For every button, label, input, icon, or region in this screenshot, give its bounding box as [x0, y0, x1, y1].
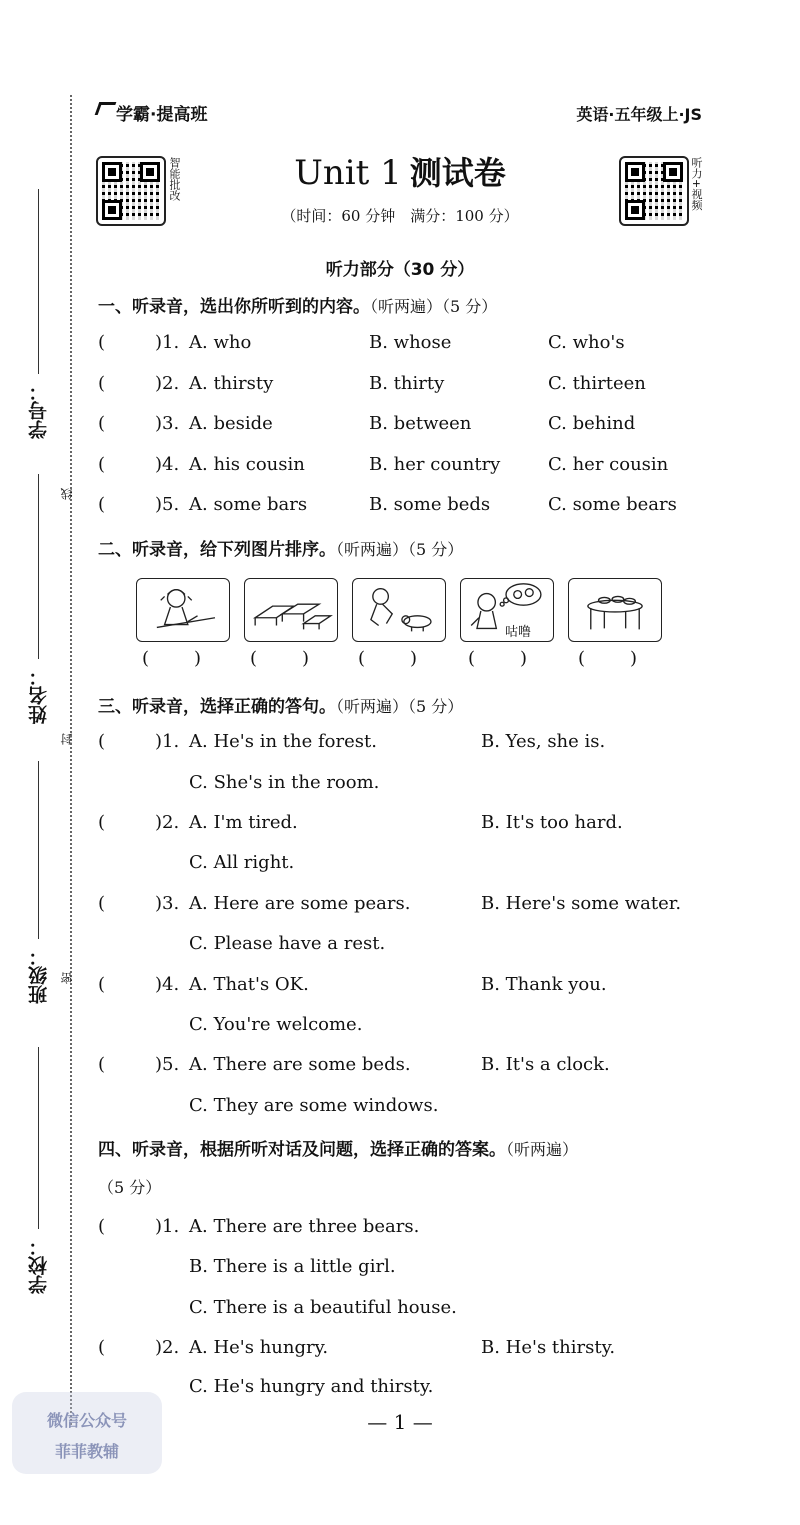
- brand-text: 学霸·提高班: [116, 105, 208, 125]
- hungry-boy-icon: [460, 578, 554, 642]
- watermark: [12, 1392, 162, 1474]
- seal-mark-secret: 密: [60, 972, 74, 984]
- answer-blank[interactable]: (: [98, 1337, 106, 1358]
- student-id-label: 学号：: [27, 382, 50, 439]
- page-number: — 1 —: [367, 1410, 433, 1434]
- picture-order-blank[interactable]: ( ): [468, 648, 528, 669]
- binding-dotted-line: [70, 95, 72, 1425]
- title-english: Unit 1: [294, 153, 402, 193]
- school-line: [38, 1047, 39, 1229]
- answer-blank[interactable]: (: [98, 1054, 106, 1075]
- picture-order-blank[interactable]: ( ): [250, 648, 310, 669]
- answer-blank[interactable]: (: [98, 731, 106, 752]
- section-3-heading: 三、听录音，选择正确的答句。（听两遍）（5 分）: [98, 697, 464, 717]
- class-field[interactable]: [18, 757, 58, 1004]
- school-label: 学校：: [27, 1237, 50, 1294]
- name-line: [38, 474, 39, 659]
- girl-writing-icon: [136, 578, 230, 642]
- answer-blank[interactable]: (: [98, 454, 106, 475]
- exam-time-score: （时间：60 分钟 满分：100 分）: [281, 207, 519, 225]
- picture-order-blank[interactable]: ( ): [142, 648, 202, 669]
- section-1-heading: 一、听录音，选出你所听到的内容。（听两遍）（5 分）: [98, 297, 498, 317]
- seal-mark-seal: 封: [60, 733, 74, 745]
- section-4-heading: 四、听录音，根据所听对话及问题，选择正确的答案。（听两遍）: [98, 1140, 579, 1160]
- section-2-heading: 二、听录音，给下列图片排序。（听两遍）（5 分）: [98, 540, 464, 560]
- seal-mark-line: 线: [60, 488, 74, 500]
- graduation-cap-icon: [95, 102, 117, 115]
- name-label: 姓名：: [27, 667, 50, 724]
- qr-right-label: 听力+视频: [690, 157, 703, 211]
- subject-grade: 英语·五年级上·JS: [576, 105, 702, 124]
- answer-blank[interactable]: (: [98, 373, 106, 394]
- answer-blank[interactable]: (: [98, 413, 106, 434]
- listening-part-title: 听力部分（30 分）: [325, 260, 475, 280]
- school-field[interactable]: [18, 1043, 58, 1294]
- answer-blank[interactable]: (: [98, 974, 106, 995]
- name-field[interactable]: [18, 470, 58, 724]
- answer-blank[interactable]: (: [98, 893, 106, 914]
- class-label: 班级：: [27, 947, 50, 1004]
- table-with-bowls-icon: [568, 578, 662, 642]
- three-beds-icon: [244, 578, 338, 642]
- stomach-growl-caption: 咕噜: [505, 625, 532, 640]
- picture-order-blank[interactable]: ( ): [358, 648, 418, 669]
- answer-blank[interactable]: (: [98, 494, 106, 515]
- brand-logo: [97, 100, 207, 125]
- watermark-line-2: 菲菲教辅: [54, 1442, 119, 1461]
- title-chinese: 测试卷: [409, 154, 506, 192]
- answer-blank[interactable]: (: [98, 812, 106, 833]
- picture-order-blank[interactable]: ( ): [578, 648, 638, 669]
- class-line: [38, 761, 39, 939]
- boy-and-bear-icon: [352, 578, 446, 642]
- answer-blank[interactable]: (: [98, 1216, 106, 1237]
- watermark-line-1: 微信公众号: [46, 1411, 127, 1430]
- answer-blank[interactable]: (: [98, 332, 106, 353]
- qr-left-label: 智能批改: [168, 157, 181, 201]
- section-4-score: （5 分）: [98, 1178, 162, 1197]
